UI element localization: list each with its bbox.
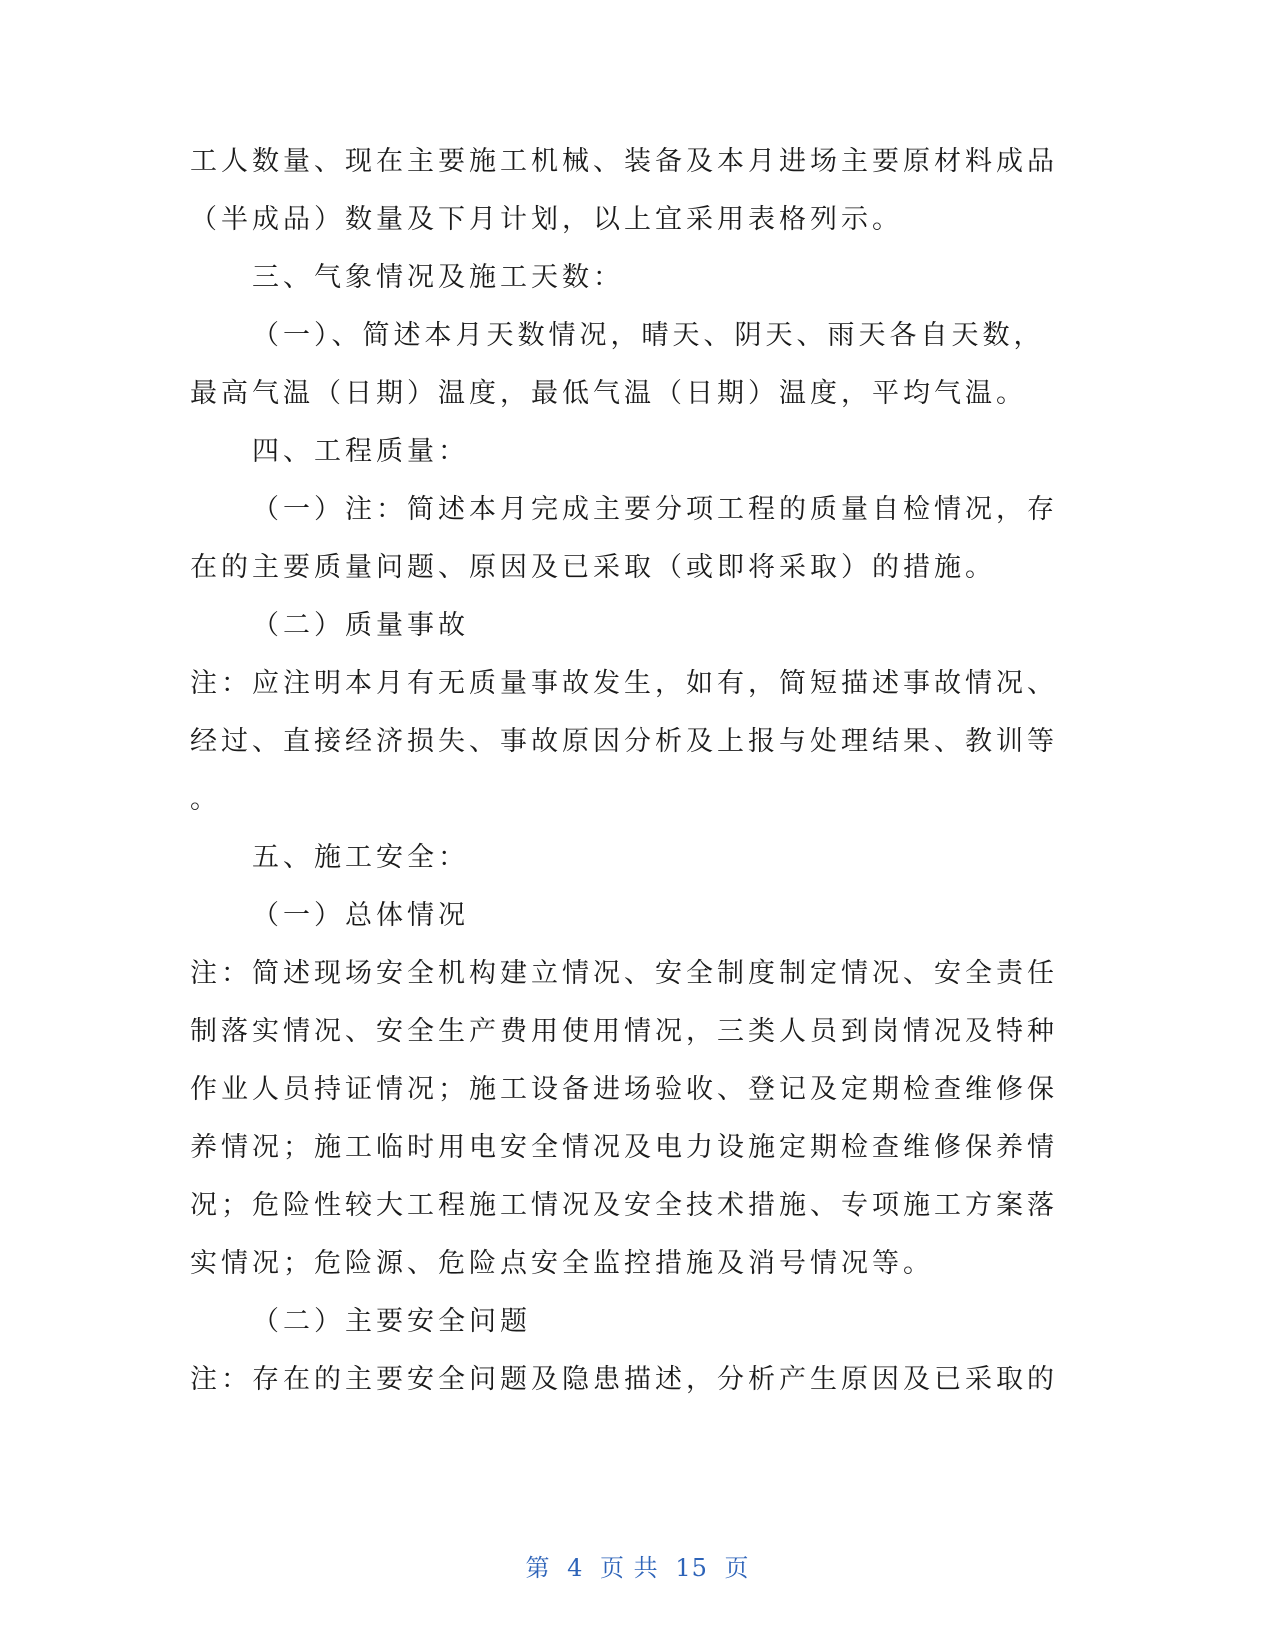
section-heading: 五、施工安全： [252, 842, 469, 873]
paragraph-line: 注：存在的主要安全问题及隐患描述，分析产生原因及已采取的 [190, 1364, 1058, 1395]
paragraph-line: 作业人员持证情况；施工设备进场验收、登记及定期检查维修保 [190, 1074, 1058, 1105]
section-heading: 四、工程质量： [252, 436, 469, 467]
footer-current-page: 4 [567, 1554, 584, 1582]
paragraph-line: 况；危险性较大工程施工情况及安全技术措施、专项施工方案落 [190, 1190, 1058, 1221]
paragraph-line: 最高气温（日期）温度，最低气温（日期）温度，平均气温。 [190, 378, 1027, 409]
footer-middle: 页 共 [600, 1554, 659, 1582]
paragraph-line: 在的主要质量问题、原因及已采取（或即将采取）的措施。 [190, 552, 996, 583]
footer-prefix: 第 [525, 1554, 551, 1582]
footer-suffix: 页 [724, 1554, 750, 1582]
paragraph-line: 经过、直接经济损失、事故原因分析及上报与处理结果、教训等 [190, 726, 1058, 757]
footer-total-pages: 15 [675, 1554, 708, 1582]
paragraph-line: 工人数量、现在主要施工机械、装备及本月进场主要原材料成品 [190, 146, 1058, 177]
section-heading: 三、气象情况及施工天数： [252, 262, 624, 293]
paragraph-line: 制落实情况、安全生产费用使用情况，三类人员到岗情况及特种 [190, 1016, 1058, 1047]
subsection-heading: （二）主要安全问题 [252, 1306, 531, 1337]
paragraph-line: （一）注：简述本月完成主要分项工程的质量自检情况，存 [252, 494, 1058, 525]
paragraph-line: （一）、简述本月天数情况，晴天、阴天、雨天各自天数， [252, 320, 1045, 351]
page-footer [0, 1548, 1275, 1583]
paragraph-line: 实情况；危险源、危险点安全监控措施及消号情况等。 [190, 1248, 934, 1279]
paragraph-line: 注：简述现场安全机构建立情况、安全制度制定情况、安全责任 [190, 958, 1058, 989]
paragraph-line: 注：应注明本月有无质量事故发生，如有，简短描述事故情况、 [190, 668, 1058, 699]
subsection-heading: （二）质量事故 [252, 610, 469, 641]
paragraph-line: 。 [190, 784, 221, 815]
paragraph-line: 养情况；施工临时用电安全情况及电力设施定期检查维修保养情 [190, 1132, 1058, 1163]
subsection-heading: （一）总体情况 [252, 900, 469, 931]
paragraph-line: （半成品）数量及下月计划，以上宜采用表格列示。 [190, 204, 903, 235]
